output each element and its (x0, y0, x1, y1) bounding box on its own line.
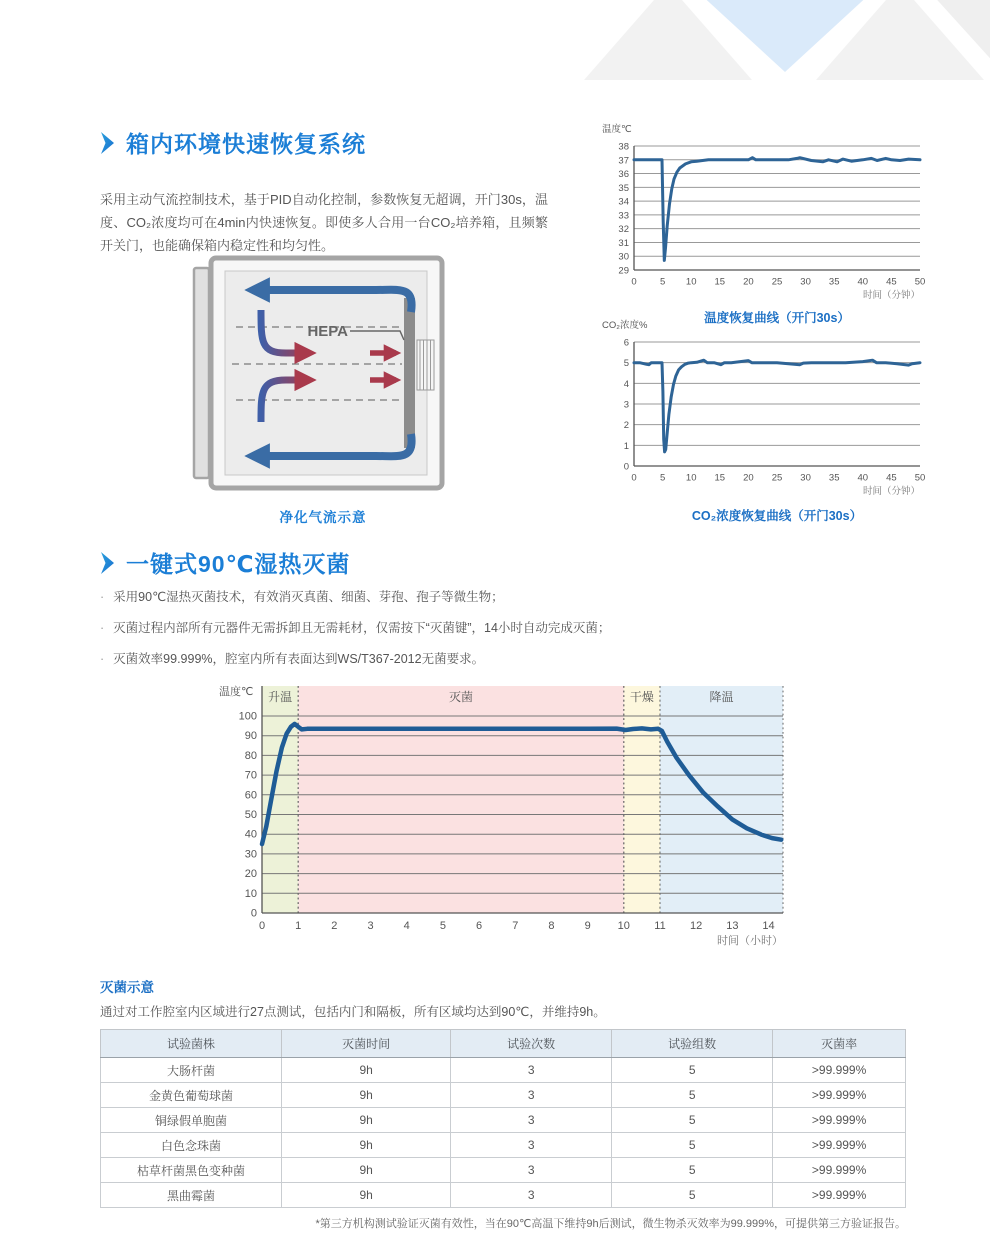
svg-text:70: 70 (244, 769, 257, 782)
svg-text:时间（分钟）: 时间（分钟） (862, 290, 920, 301)
table-cell: >99.999% (773, 1108, 906, 1133)
table-cell: 9h (282, 1183, 451, 1208)
svg-text:0: 0 (631, 472, 637, 484)
svg-text:CO₂浓度%: CO₂浓度% (602, 320, 648, 331)
svg-text:0: 0 (250, 907, 257, 920)
temp-chart-title: 温度恢复曲线（开门30s） (704, 311, 850, 325)
table-header-cell: 灭菌时间 (282, 1030, 451, 1058)
sterilization-test-section (100, 976, 906, 1231)
table-row (101, 1133, 906, 1158)
bullet-item (100, 588, 880, 606)
svg-text:5: 5 (659, 472, 666, 484)
sterilization-plot (205, 681, 805, 946)
svg-text:2: 2 (331, 920, 338, 932)
table-cell: >99.999% (773, 1183, 906, 1208)
table-cell: 3 (451, 1058, 612, 1083)
svg-text:升温: 升温 (268, 690, 293, 704)
svg-text:15: 15 (714, 276, 726, 288)
svg-text:14: 14 (762, 920, 775, 932)
table-row (101, 1158, 906, 1183)
table-cell: >99.999% (773, 1158, 906, 1183)
table-cell: 铜绿假单胞菌 (101, 1108, 282, 1133)
table-header-cell: 试验菌株 (101, 1030, 282, 1058)
svg-text:9: 9 (584, 920, 591, 932)
svg-text:0: 0 (623, 461, 629, 473)
co2-recovery-chart (598, 316, 928, 524)
chevron-right-icon (100, 131, 116, 155)
svg-text:60: 60 (244, 789, 257, 802)
svg-text:90: 90 (244, 730, 257, 743)
table-cell: 枯草杆菌黑色变种菌 (101, 1158, 282, 1183)
table-cell: 5 (612, 1133, 773, 1158)
hepa-filter (417, 340, 434, 390)
svg-text:3: 3 (367, 920, 374, 932)
svg-text:50: 50 (244, 809, 257, 821)
bullet-text: 灭菌过程内部所有元器件无需拆卸且无需耗材，仅需按下“灭菌键”，14小时自动完成灭菌； (113, 621, 611, 636)
table-cell: 9h (282, 1108, 451, 1133)
svg-text:20: 20 (743, 472, 754, 484)
table-cell: 9h (282, 1133, 451, 1158)
table-cell: 3 (451, 1083, 612, 1108)
bullet-item (100, 650, 880, 668)
svg-text:35: 35 (828, 276, 840, 288)
svg-text:0: 0 (631, 276, 637, 288)
svg-text:30: 30 (800, 276, 811, 288)
svg-text:32: 32 (618, 224, 629, 236)
hepa-label: HEPA (307, 323, 348, 340)
svg-text:30: 30 (800, 472, 811, 484)
svg-text:40: 40 (857, 276, 869, 288)
svg-text:温度℃: 温度℃ (219, 686, 254, 698)
table-cell: 3 (451, 1133, 612, 1158)
svg-text:5: 5 (623, 358, 629, 370)
corner-triangle-pattern (580, 0, 990, 80)
table-cell: >99.999% (773, 1058, 906, 1083)
temp-recovery-plot (598, 120, 928, 303)
table-cell: >99.999% (773, 1083, 906, 1108)
table-row (101, 1183, 906, 1208)
temp-recovery-chart (598, 120, 928, 326)
svg-text:45: 45 (886, 276, 897, 288)
svg-text:50: 50 (914, 276, 926, 288)
section2-title: 一键式90℃湿热灭菌 (126, 551, 351, 577)
table-cell: 9h (282, 1058, 451, 1083)
section2-bullets (100, 588, 880, 681)
bullet-marker: · (100, 652, 105, 667)
table-cell: 5 (612, 1158, 773, 1183)
svg-text:温度℃: 温度℃ (602, 124, 632, 135)
table-cell: 9h (282, 1083, 451, 1108)
svg-text:7: 7 (512, 920, 519, 932)
svg-text:25: 25 (771, 276, 783, 288)
table-header-row (101, 1030, 906, 1058)
chamber-inner-area (225, 271, 427, 475)
svg-text:时间（小时）: 时间（小时） (717, 935, 783, 946)
svg-text:12: 12 (690, 920, 703, 932)
svg-text:灭菌: 灭菌 (448, 690, 474, 704)
svg-text:15: 15 (714, 472, 726, 484)
svg-text:100: 100 (238, 710, 257, 723)
table-row (101, 1058, 906, 1083)
svg-text:34: 34 (618, 196, 629, 208)
airflow-diagram (188, 250, 458, 526)
svg-text:13: 13 (726, 920, 739, 932)
svg-text:10: 10 (244, 887, 257, 900)
bullet-marker: · (100, 590, 105, 604)
svg-text:10: 10 (685, 276, 697, 288)
bullet-marker: · (100, 621, 105, 636)
svg-text:2: 2 (623, 420, 629, 432)
bullet-text: 采用90℃湿热灭菌技术，有效消灭真菌、细菌、芽孢、孢子等微生物； (113, 590, 504, 604)
svg-text:20: 20 (743, 276, 754, 288)
svg-text:1: 1 (295, 920, 302, 932)
table-cell: 大肠杆菌 (101, 1058, 282, 1083)
svg-text:10: 10 (685, 472, 697, 484)
section1-header (100, 126, 366, 159)
svg-text:5: 5 (659, 276, 666, 288)
co2-recovery-plot (598, 316, 928, 501)
svg-text:干燥: 干燥 (629, 690, 654, 704)
diagram-caption: 净化气流示意 (279, 510, 367, 525)
svg-text:11: 11 (654, 920, 666, 932)
bullet-item (100, 619, 880, 637)
table-cell: 9h (282, 1158, 451, 1183)
svg-text:35: 35 (618, 182, 629, 194)
svg-text:3: 3 (623, 399, 629, 411)
table-cell: 黑曲霉菌 (101, 1183, 282, 1208)
svg-text:80: 80 (244, 749, 257, 762)
table-row (101, 1108, 906, 1133)
air-duct (404, 298, 415, 448)
svg-text:38: 38 (618, 141, 629, 153)
svg-text:50: 50 (914, 472, 926, 484)
svg-text:30: 30 (618, 251, 629, 263)
section1-paragraph: 采用主动气流控制技术，基于PID自动化控制，参数恢复无超调，开门30s，温度、CO₂浓度均可在4min内快速恢复。即使多人合用一台CO₂培养箱，且频繁开关门，也能确保箱内稳定性和均匀性。 (100, 192, 548, 253)
svg-text:5: 5 (439, 920, 446, 932)
table-header-cell: 试验组数 (612, 1030, 773, 1058)
table-cell: 白色念珠菌 (101, 1133, 282, 1158)
table-cell: 金黄色葡萄球菌 (101, 1083, 282, 1108)
table-cell: 5 (612, 1083, 773, 1108)
svg-text:45: 45 (886, 472, 897, 484)
door-hinge-panel (194, 268, 209, 478)
svg-text:29: 29 (618, 265, 629, 277)
table-body (101, 1058, 906, 1208)
table-cell: 3 (451, 1183, 612, 1208)
table-row (101, 1083, 906, 1108)
svg-text:40: 40 (857, 472, 869, 484)
section2-header (100, 546, 350, 579)
svg-text:0: 0 (258, 920, 266, 932)
svg-text:1: 1 (623, 440, 629, 452)
svg-text:4: 4 (623, 378, 629, 390)
svg-text:6: 6 (476, 920, 483, 932)
section1-title: 箱内环境快速恢复系统 (126, 131, 366, 157)
svg-text:30: 30 (244, 848, 257, 861)
table-footnote: *第三方机构测试验证灭菌有效性，当在90℃高温下维持9h后测试，微生物杀灭效率为99.999%，可提供第三方验证报告。 (315, 1218, 906, 1230)
table-cell: 5 (612, 1058, 773, 1083)
svg-text:25: 25 (771, 472, 783, 484)
table-cell: 5 (612, 1183, 773, 1208)
sterilization-intro: 通过对工作腔室内区域进行27点测试，包括内门和隔板，所有区域均达到90℃，并维持9h。 (100, 1005, 606, 1019)
svg-text:33: 33 (618, 210, 629, 222)
svg-text:20: 20 (244, 868, 257, 881)
svg-text:35: 35 (828, 472, 840, 484)
sterilization-chart (205, 681, 805, 951)
co2-chart-title: CO₂浓度恢复曲线（开门30s） (691, 509, 863, 523)
svg-text:降温: 降温 (709, 690, 734, 704)
table-header-cell: 试验次数 (451, 1030, 612, 1058)
svg-text:8: 8 (548, 920, 555, 932)
table-cell: >99.999% (773, 1133, 906, 1158)
svg-text:36: 36 (618, 169, 629, 181)
svg-text:6: 6 (623, 337, 629, 349)
sterilization-heading: 灭菌示意 (100, 980, 154, 995)
bullet-text: 灭菌效率99.999%，腔室内所有表面达到WS/T367-2012无菌要求。 (113, 652, 485, 667)
svg-text:10: 10 (617, 920, 630, 932)
table-header-cell: 灭菌率 (773, 1030, 906, 1058)
svg-text:31: 31 (618, 237, 629, 249)
table-cell: 5 (612, 1108, 773, 1133)
sterilization-table (100, 1029, 906, 1208)
svg-text:时间（分钟）: 时间（分钟） (862, 486, 920, 497)
chevron-right-icon (100, 551, 116, 575)
svg-text:40: 40 (244, 828, 257, 841)
svg-text:4: 4 (403, 920, 410, 932)
svg-text:37: 37 (618, 155, 629, 167)
table-cell: 3 (451, 1108, 612, 1133)
airflow-diagram-figure (188, 250, 458, 495)
table-cell: 3 (451, 1158, 612, 1183)
